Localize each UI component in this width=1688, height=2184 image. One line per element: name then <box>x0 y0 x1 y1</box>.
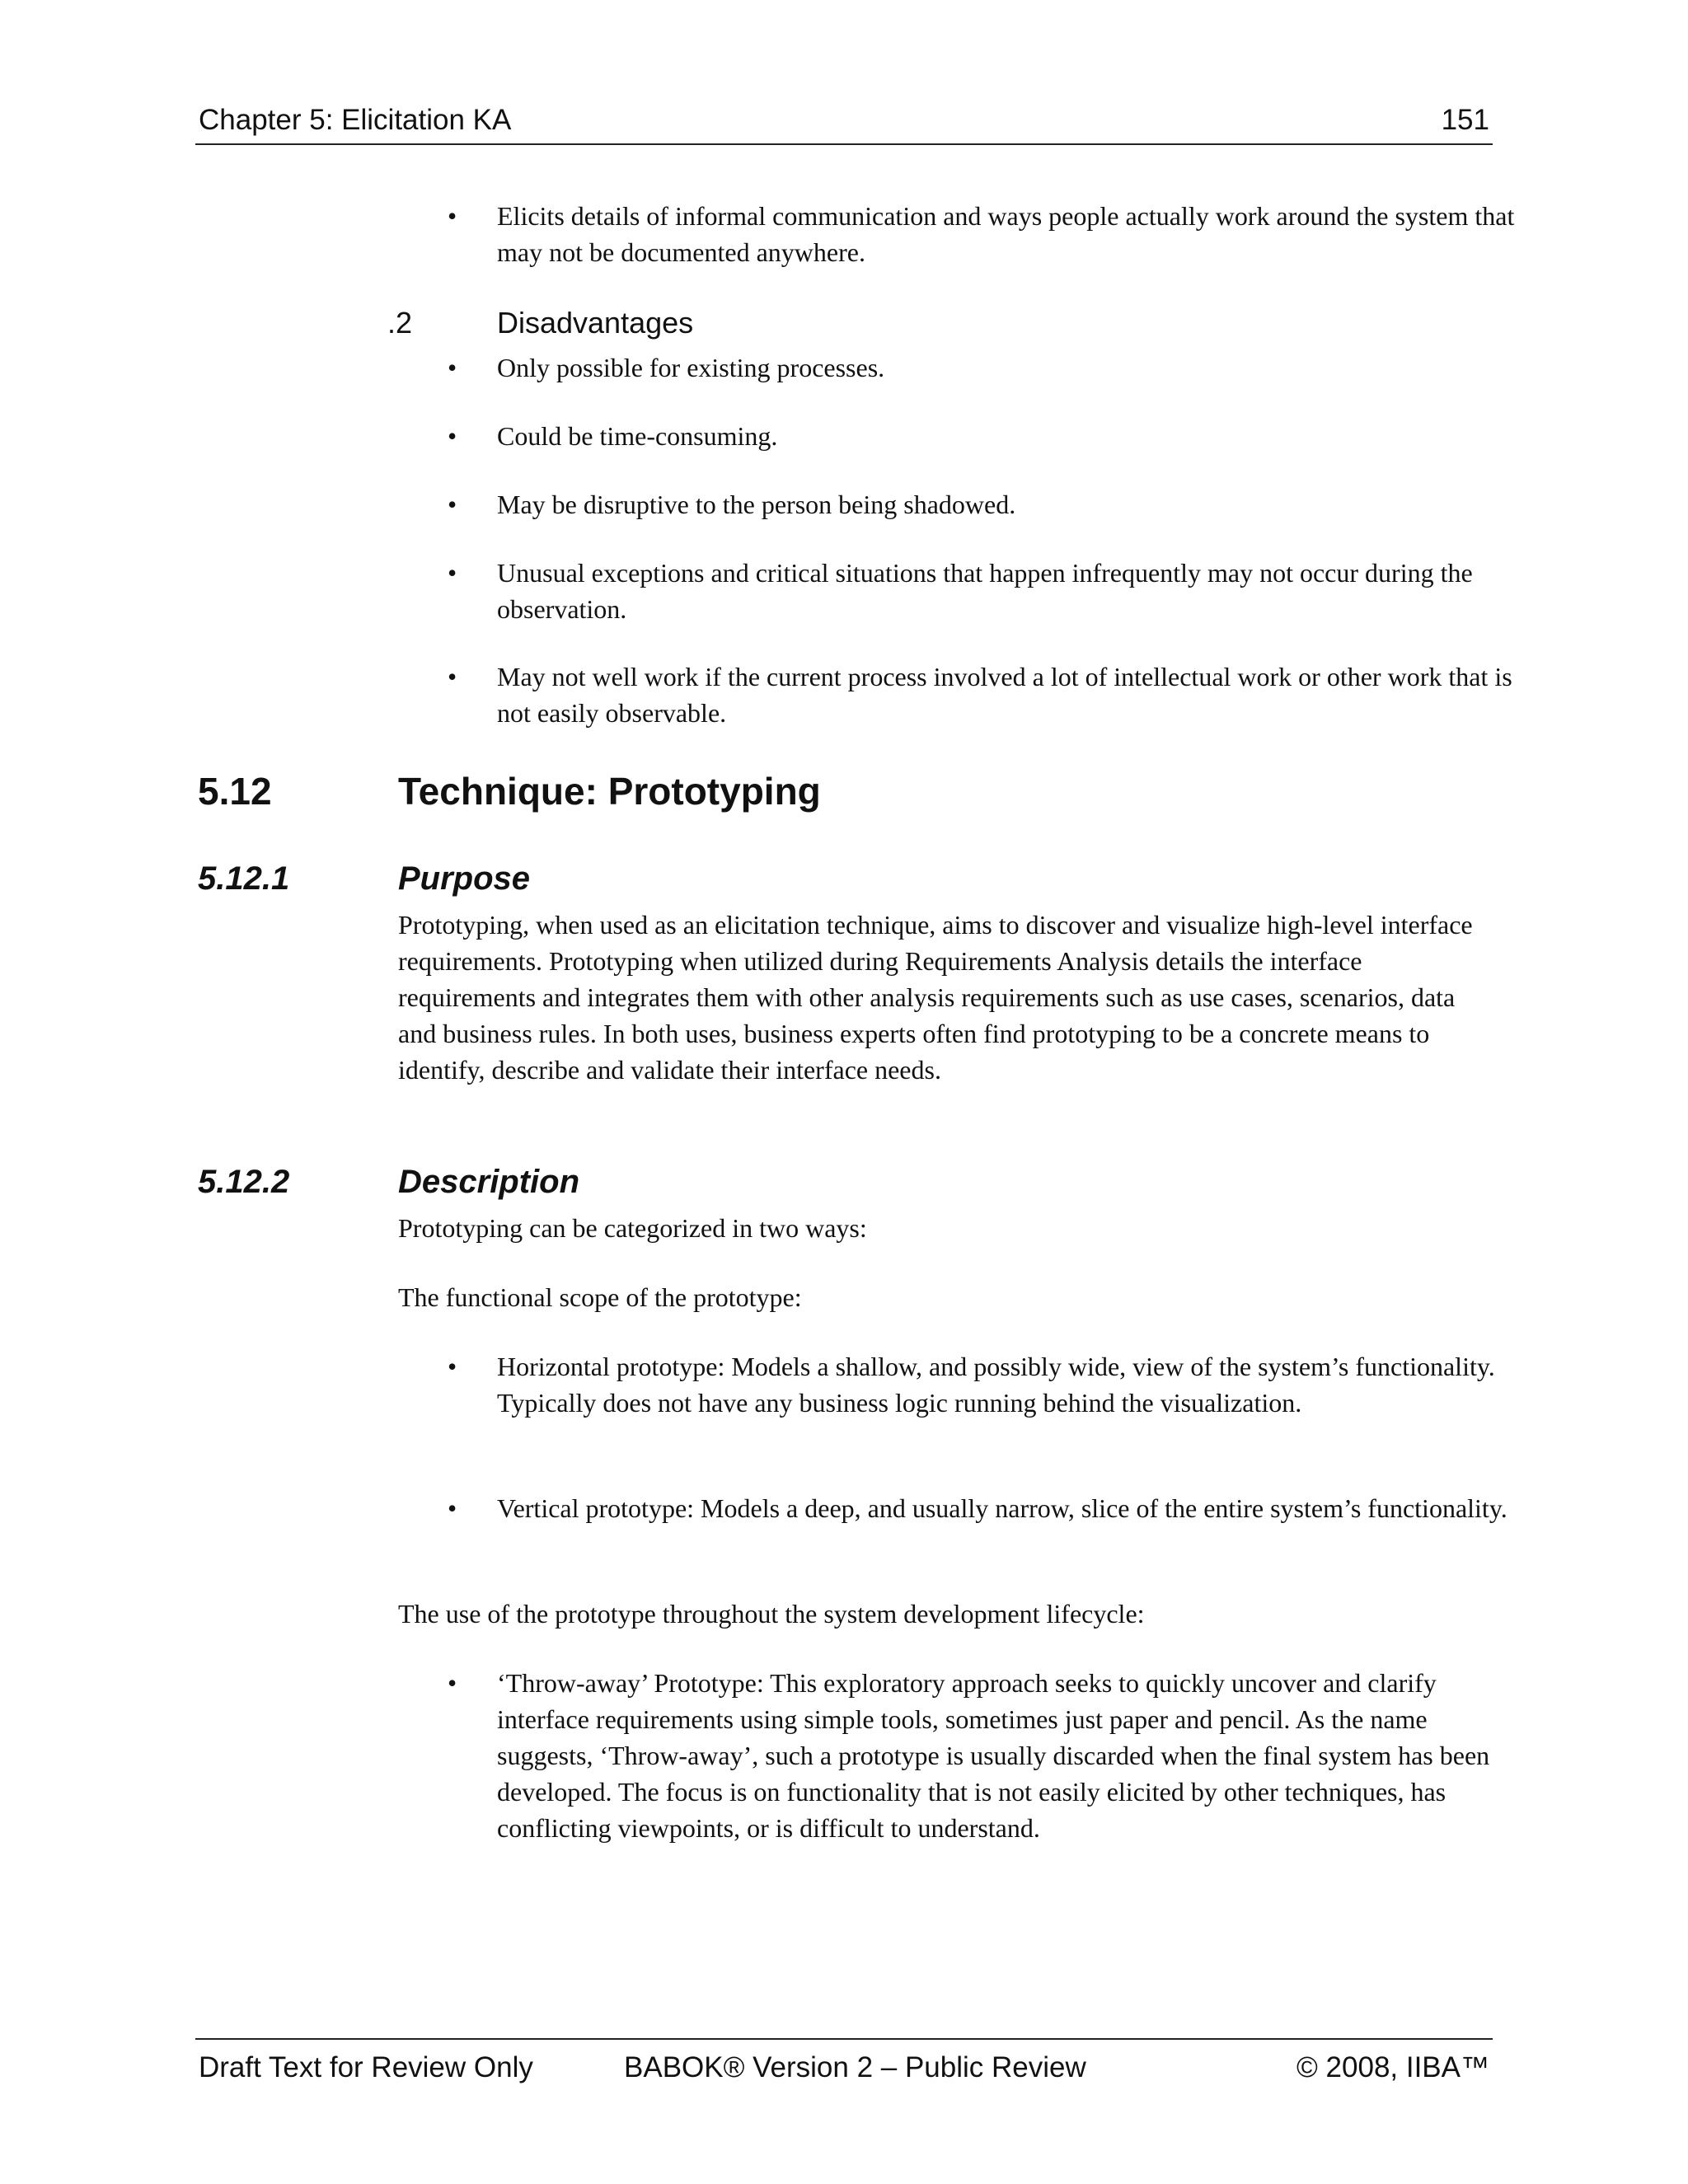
bullet-icon: • <box>448 201 457 231</box>
description-intro: Prototyping can be categorized in two ways: <box>398 1213 867 1243</box>
bullet-text: Only possible for existing processes. <box>497 353 885 382</box>
bullet-icon: • <box>448 421 457 451</box>
bullet-text: May be disruptive to the person being shadowed. <box>497 490 1016 519</box>
page-number: 151 <box>1441 104 1489 136</box>
scope-intro: The functional scope of the prototype: <box>398 1282 802 1312</box>
footer-draft-note: Draft Text for Review Only <box>199 2051 533 2083</box>
bullet-text: Unusual exceptions and critical situations that happen infrequently may not occur during the observation. <box>497 558 1473 624</box>
bullet-icon: • <box>448 558 457 588</box>
bullet-text: Horizontal prototype: Models a shallow, and possibly wide, view of the system’s functionality. Typically does not have any business logic running behind the visualization. <box>497 1352 1495 1418</box>
bullet-text: Elicits details of informal communication and ways people actually work around the system that may not be documented anywhere. <box>497 201 1515 267</box>
description-title: Description <box>398 1164 580 1200</box>
bullet-icon: • <box>448 353 457 382</box>
bullet-icon: • <box>448 1493 457 1523</box>
section-number: 5.12 <box>198 770 272 813</box>
description-number: 5.12.2 <box>198 1164 290 1200</box>
page-footer <box>195 2038 1493 2089</box>
bullet-text: Vertical prototype: Models a deep, and usually narrow, slice of the entire system’s functionality. <box>497 1493 1507 1523</box>
bullet-icon: • <box>448 490 457 519</box>
lifecycle-intro: The use of the prototype throughout the system development lifecycle: <box>398 1599 1145 1629</box>
bullet-text: ‘Throw-away’ Prototype: This exploratory approach seeks to quickly uncover and clarify interface requirements using simple tools, sometimes just paper and pencil. As the name suggests, ‘Throw-away’, such a prototype is usually discarded when the final system has been developed. The focus is on functionality that is not easily elicited by other techniques, has conflicting viewpoints, or is difficult to understand. <box>497 1668 1490 1843</box>
bullet-text: May not well work if the current process involved a lot of intellectual work or other work that is not easily observable. <box>497 662 1512 728</box>
purpose-paragraph: Prototyping, when used as an elicitation technique, aims to discover and visualize high-level interface requirements. Prototyping when utilized during Requirements Analysis details the interface requirements and integrates them with other analysis requirements such as use cases, scenarios, data and business rules. In both uses, business experts often find prototyping to be a concrete means to identify, describe and validate their interface needs. <box>398 910 1473 1085</box>
subsection-title: Disadvantages <box>497 306 694 340</box>
bullet-text: Could be time-consuming. <box>497 421 778 451</box>
footer-version: BABOK® Version 2 – Public Review <box>624 2051 1086 2083</box>
subsection-number: .2 <box>387 306 413 340</box>
footer-copyright: © 2008, IIBA™ <box>1296 2051 1489 2083</box>
purpose-number: 5.12.1 <box>198 860 290 897</box>
bullet-icon: • <box>448 1352 457 1381</box>
page-header <box>195 97 1493 145</box>
section-title: Technique: Prototyping <box>398 770 821 813</box>
chapter-title: Chapter 5: Elicitation KA <box>199 104 512 136</box>
bullet-icon: • <box>448 662 457 691</box>
bullet-icon: • <box>448 1668 457 1698</box>
purpose-title: Purpose <box>398 860 531 897</box>
